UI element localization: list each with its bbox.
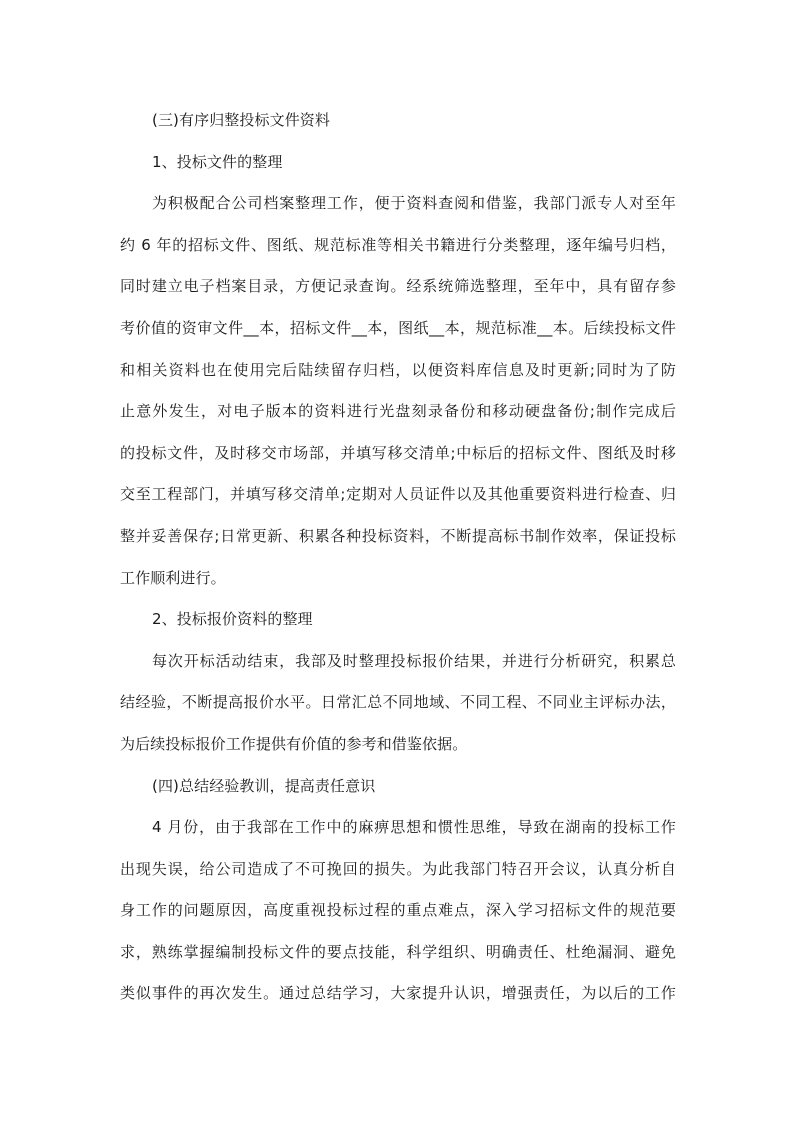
text-line: 身工作的问题原因，高度重视投标过程的重点难点，深入学习招标文件的规范要 xyxy=(120,901,676,920)
text-line: 2、投标报价资料的整理 xyxy=(152,610,313,629)
text-line: 类似事件的再次发生。通过总结学习，大家提升认识，增强责任，为以后的工作 xyxy=(120,984,676,1003)
text-line: (四)总结经验教训，提高责任意识 xyxy=(152,776,376,795)
text-line: 1、投标文件的整理 xyxy=(152,152,283,171)
document-body xyxy=(120,100,676,1015)
text-line: 每次开标活动结束，我部及时整理投标报价结果，并进行分析研究，积累总 xyxy=(152,651,676,670)
text-line: 整并妥善保存;日常更新、积累各种投标资料，不断提高标书制作效率，保证投标 xyxy=(120,526,676,545)
text-line: 求，熟练掌握编制投标文件的要点技能，科学组织、明确责任、杜绝漏洞、避免 xyxy=(120,942,676,961)
text-line: 交至工程部门，并填写移交清单;定期对人员证件以及其他重要资料进行检查、归 xyxy=(120,485,676,504)
text-line: 约 6 年的招标文件、图纸、规范标准等相关书籍进行分类整理，逐年编号归档， xyxy=(120,235,676,254)
text-line: (三)有序归整投标文件资料 xyxy=(152,111,331,129)
text-line: 同时建立电子档案目录，方便记录查询。经系统筛选整理，至年中，具有留存参 xyxy=(120,277,676,296)
text-line: 出现失误，给公司造成了不可挽回的损失。为此我部门特召开会议，认真分析自 xyxy=(120,859,676,878)
text-line: 和相关资料也在使用完后陆续留存归档，以便资料库信息及时更新;同时为了防 xyxy=(120,360,676,379)
text-line: 考价值的资审文件__本，招标文件__本，图纸__本，规范标准__本。后续投标文件 xyxy=(120,318,676,337)
text-line: 工作顺利进行。 xyxy=(120,568,226,587)
text-line: 为后续投标报价工作提供有价值的参考和借鉴依据。 xyxy=(120,734,468,753)
text-line: 止意外发生，对电子版本的资料进行光盘刻录备份和移动硬盘备份;制作完成后 xyxy=(120,402,676,421)
text-line: 4 月份，由于我部在工作中的麻痹思想和惯性思维，导致在湖南的投标工作 xyxy=(152,818,676,837)
text-line: 结经验，不断提高报价水平。日常汇总不同地域、不同工程、不同业主评标办法， xyxy=(120,693,676,712)
text-line: 为积极配合公司档案整理工作，便于资料查阅和借鉴，我部门派专人对至年 xyxy=(152,194,676,213)
text-line: 的投标文件，及时移交市场部，并填写移交清单;中标后的招标文件、图纸及时移 xyxy=(120,443,676,462)
